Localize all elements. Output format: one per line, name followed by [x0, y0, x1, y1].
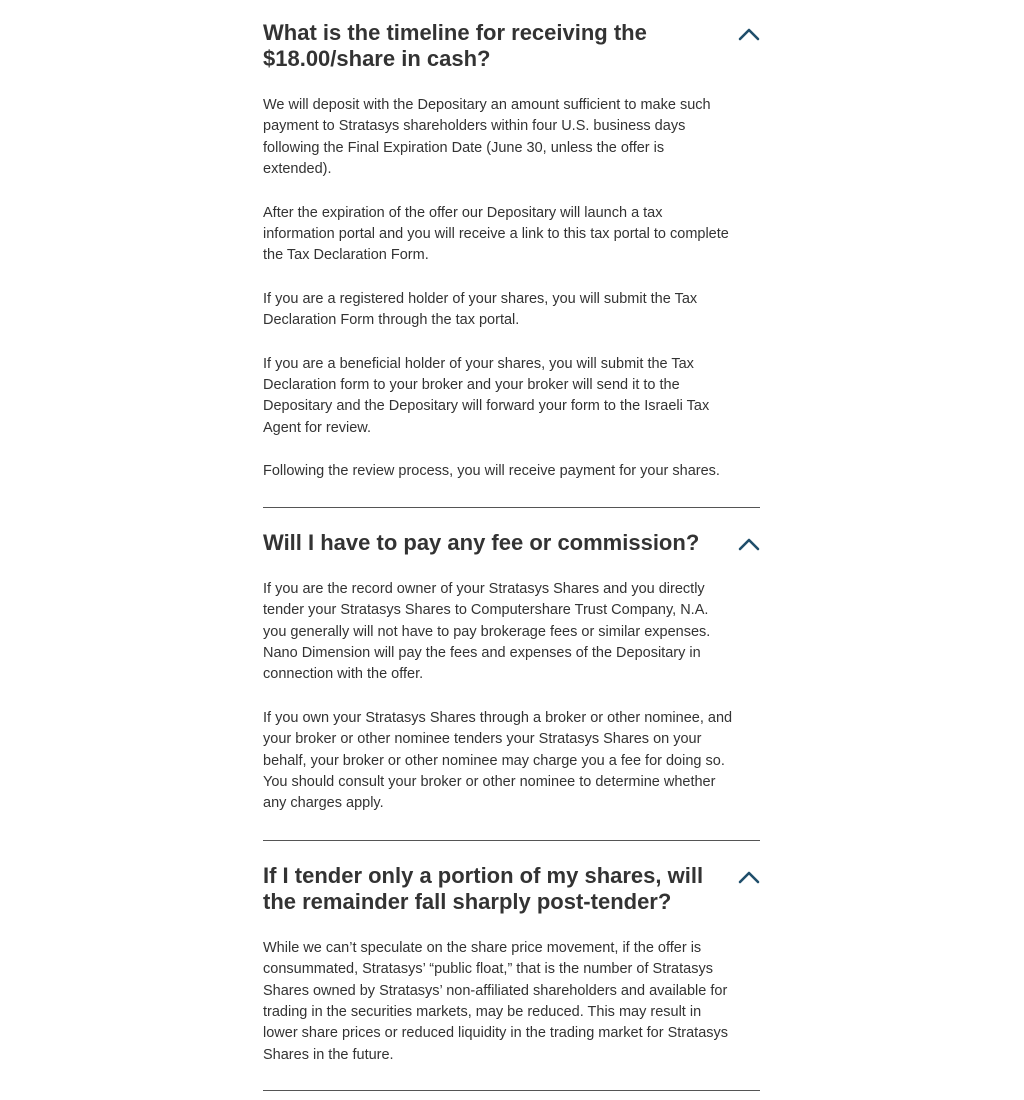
faq-list — [263, 0, 760, 1091]
faq-question[interactable]: Will I have to pay any fee or commission? — [263, 529, 700, 555]
faq-answer-paragraph: If you own your Stratasys Shares through a broker or other nominee, and your broker or other nominee tenders your Stratasys Shares on your behalf, your broker or other nominee may charge you a fee for doing so. You should consult your broker or other nominee to determine whether any charges apply. — [263, 709, 733, 812]
chevron-up-icon[interactable] — [738, 869, 760, 885]
faq-question[interactable]: What is the timeline for receiving the $18.00/share in cash? — [263, 20, 647, 71]
faq-answer-paragraph: If you are a registered holder of your shares, you will submit the Tax Declaration Form through the tax portal. — [263, 290, 698, 329]
faq-item-header[interactable] — [263, 863, 760, 915]
faq-item-header[interactable] — [263, 530, 760, 556]
faq-item — [263, 508, 760, 841]
faq-answer-paragraph: If you are the record owner of your Stratasys Shares and you directly tender your Stratasys Shares to Computershare Trust Company, N.A. you generally will not have to pay brokerage fees or similar expenses. Nano Dimension will pay the fees and expenses of the Depositary in connection with the offer. — [263, 580, 711, 683]
faq-answer-paragraph: While we can’t speculate on the share price movement, if the offer is consummated, Stratasys’ “public float,” that is the number of Stratasys Shares owned by Stratasys’ non-affiliated shareholders and available for trading in the securities markets, may be reduced. This may result in lower share prices or reduced liquidity in the trading market for Stratasys Shares in the future. — [263, 939, 729, 1063]
faq-item-header[interactable] — [263, 20, 760, 72]
faq-answer-paragraph: We will deposit with the Depositary an amount sufficient to make such payment to Stratasys shareholders within four U.S. business days following the Final Expiration Date (June 30, unless the offer is extended). — [263, 97, 711, 178]
faq-answer — [263, 915, 760, 1090]
faq-item — [263, 841, 760, 1091]
chevron-up-icon[interactable] — [738, 26, 760, 42]
faq-answer-paragraph: Following the review process, you will receive payment for your shares. — [263, 463, 720, 480]
faq-answer-paragraph: After the expiration of the offer our Depositary will launch a tax information portal and you will receive a link to this tax portal to complete the Tax Declaration Form. — [263, 204, 729, 264]
faq-question[interactable]: If I tender only a portion of my shares, will the remainder fall sharply post-tender? — [263, 862, 704, 914]
faq-answer-paragraph: If you are a beneficial holder of your shares, you will submit the Tax Declaration form to your broker and your broker will send it to the Depositary and the Depositary will forward your form to the Israeli Tax Agent for review. — [263, 355, 710, 436]
faq-answer — [263, 72, 760, 507]
chevron-up-icon[interactable] — [738, 536, 760, 552]
faq-item — [263, 0, 760, 508]
faq-answer — [263, 556, 760, 840]
